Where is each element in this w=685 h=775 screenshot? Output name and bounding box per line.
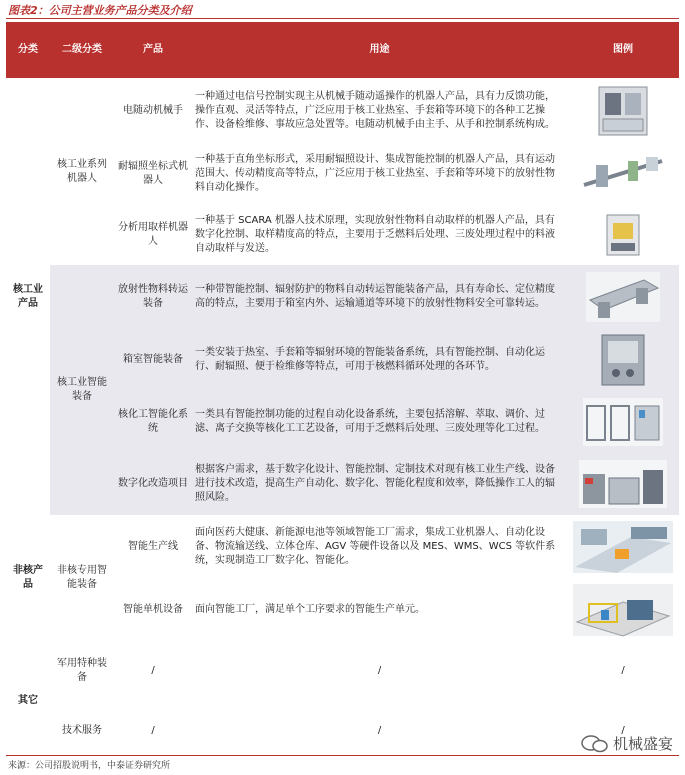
- header-row: [6, 22, 679, 78]
- product-use: 面向医药大健康、新能源电池等领域智能工厂需求，集成工业机器人、自动化设备、物流输送线、立体仓库、AGV 等硬件设备以及 MES、WMS、WCS 等软件系统，实现制造工厂数字化、智能化。: [195, 526, 556, 566]
- product-image: [567, 265, 679, 329]
- caption-rule: [6, 18, 679, 19]
- product-table: [6, 22, 679, 761]
- glovebox-equipment-image: [598, 331, 648, 389]
- table-row: [6, 78, 679, 143]
- table-row: [6, 265, 679, 329]
- product-use: 一种基于 SCARA 机器人技术原理，实现放射性物料自动取样的机器人产品，具有数字化控制、取样精度高的特点，主要用于乏燃料后处理、三废处理过程中的料液自动取样与发送。: [195, 214, 555, 254]
- product-use: 一类安装于热室、手套箱等辐射环境的智能装备系统，具有智能控制、自动化运行、耐辐照、便于检维修等特点，可用于核燃料循环处理的各环节。: [195, 347, 545, 372]
- header-category: 分类: [6, 22, 50, 78]
- category-other: 其它: [18, 695, 38, 706]
- wechat-icon: [581, 735, 609, 753]
- product-use: 面向智能工厂，满足单个工序要求的智能生产单元。: [195, 603, 425, 615]
- source-note: 来源：公司招股说明书，中泰证券研究所: [8, 761, 171, 771]
- coordinate-robot-image: [580, 151, 666, 197]
- table-row: [6, 515, 679, 578]
- product-image: [567, 329, 679, 391]
- watermark-text: 机械盛宴: [612, 735, 673, 753]
- product-use: 一种基于直角坐标形式，采用耐辐照设计、集成智能控制的机器人产品，具有运动范围大、传动精度高等特点，广泛应用于核工业热室、手套箱等环境下的放射性物料自动化操作。: [195, 153, 555, 193]
- product-image: [567, 391, 679, 453]
- header-figure: 图例: [567, 22, 679, 78]
- product-image: [567, 453, 679, 515]
- product-image: [567, 143, 679, 204]
- product-name: 核化工智能化系统: [118, 409, 188, 434]
- category-non-nuclear: 非核产品: [13, 565, 43, 590]
- product-image: [567, 515, 679, 578]
- product-name: /: [151, 665, 155, 676]
- subcategory-service: 技术服务: [62, 725, 102, 736]
- header-use: 用途: [192, 22, 567, 78]
- subcategory-robot: 核工业系列机器人: [57, 158, 107, 184]
- subcategory-military: 军用特种装备: [57, 658, 107, 683]
- source-rule: [6, 755, 679, 756]
- product-image: [567, 578, 679, 641]
- digital-retrofit-image: [577, 458, 669, 510]
- manipulator-image: [595, 81, 651, 141]
- product-name: 耐辐照坐标式机器人: [118, 160, 188, 186]
- product-use: /: [377, 725, 382, 736]
- product-image: [567, 78, 679, 143]
- product-name: 智能单机设备: [123, 603, 183, 615]
- watermark: [581, 733, 673, 754]
- product-image: [567, 204, 679, 265]
- product-use: /: [377, 665, 382, 676]
- product-name: 电随动机械手: [123, 104, 183, 116]
- product-use: 根据客户需求，基于数字化设计、智能控制、定制技术对现有核工业生产线、设备进行技术改造，提高生产自动化、数字化、智能化程度和效率，降低操作工人的辐照风险。: [195, 464, 555, 503]
- product-name: 放射性物料转运装备: [118, 284, 188, 309]
- product-name: 智能生产线: [128, 540, 178, 552]
- product-name: 箱室智能装备: [123, 354, 183, 365]
- table-row: [6, 701, 679, 761]
- production-line-image: [571, 519, 675, 575]
- sampling-robot-image: [601, 209, 645, 261]
- product-image: /: [621, 665, 625, 676]
- product-name: 分析用取样机器人: [118, 221, 188, 247]
- subcategory-equip: 核工业智能装备: [50, 265, 114, 515]
- table-row: [6, 641, 679, 701]
- product-use: 一种通过电信号控制实现主从机械手随动遥操作的机器人产品，具有力反馈功能，操作直观、灵活等特点，广泛应用于核工业热室、手套箱等环境下的各种工艺操作、设备检维修、事故应急处置等。电随动机械手由主手、从手和控制系统构成。: [195, 90, 555, 130]
- product-use: 一种带智能控制、辐射防护的物料自动转运智能装备产品，具有寿命长、定位精度高的特点，主要用于箱室内外、运输通道等环境下的放射性物料安全可靠转运。: [195, 284, 555, 309]
- product-use: 一类具有智能控制功能的过程自动化设备系统，主要包括溶解、萃取、调价、过滤、离子交换等核化工工艺设备，可用于乏燃料后处理、三废处理等化工过程。: [195, 409, 545, 434]
- transfer-equipment-image: [584, 270, 662, 324]
- chemical-system-image: [581, 396, 665, 448]
- figure-caption: 图表2：公司主营业务产品分类及介绍: [8, 4, 192, 17]
- header-product: 产品: [114, 22, 192, 78]
- category-nuclear: 核工业产品: [13, 283, 43, 309]
- product-name: 数字化改造项目: [118, 478, 188, 489]
- header-subcategory: 二级分类: [50, 22, 114, 78]
- subcategory-non-nuclear: 非核专用智能装备: [57, 565, 107, 590]
- single-machine-image: [571, 582, 675, 638]
- product-image: /: [621, 725, 625, 736]
- product-name: /: [151, 725, 155, 736]
